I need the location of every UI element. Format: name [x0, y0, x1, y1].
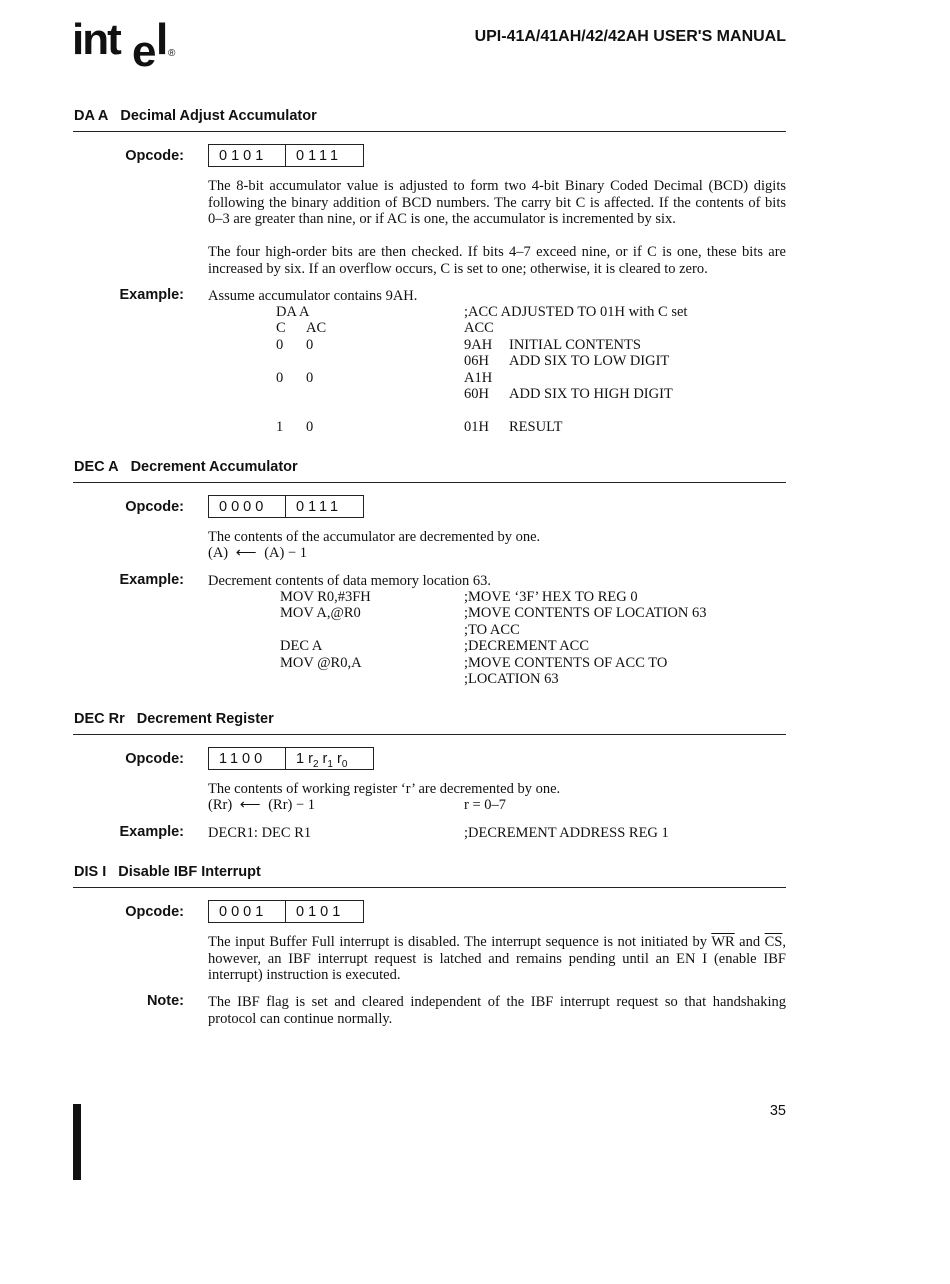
code-op: DEC A: [280, 638, 323, 654]
description-paragraph: [208, 934, 786, 984]
opcode-label: Opcode:: [125, 499, 184, 515]
table-cell-c: 0: [276, 370, 284, 386]
section-rule: [73, 734, 786, 735]
register-bit-index: 2: [312, 758, 319, 770]
note-text: The IBF flag is set and cleared independent of the IBF interrupt request so that handshaking protocol can continue normally.: [208, 994, 786, 1027]
description-text: , however, an IBF interrupt request is latched and remains pending until an EN I (enable IBF interrupt) instruction is executed.: [208, 934, 787, 983]
opcode-bit: 1: [296, 751, 305, 767]
register-bit-index: 0: [341, 758, 348, 770]
register-range: r = 0–7: [464, 797, 507, 813]
opcode-label: Opcode:: [125, 904, 184, 920]
example-comment: ;ACC ADJUSTED TO 01H with C set: [464, 304, 688, 320]
example-code: DA A: [276, 304, 310, 320]
opcode-box: [208, 144, 364, 168]
table-cell-acc: 60H: [464, 386, 489, 402]
section-heading-dec-a: [74, 459, 298, 475]
table-header-c: C: [276, 320, 286, 336]
manual-title: UPI-41A/41AH/42/42AH USER'S MANUAL: [474, 28, 786, 45]
table-cell-c: 0: [276, 337, 284, 353]
opcode-low-nibble: 0111: [286, 144, 364, 167]
mnemonic: DEC A: [74, 459, 119, 475]
table-cell-desc: ADD SIX TO HIGH DIGIT: [509, 386, 673, 402]
description-paragraph: The four high-order bits are then checked. If bits 4–7 exceed nine, or if C is one, these bits are increased by six. If an overflow occurs, C is set to one; otherwise, it is cleared to zero.: [208, 244, 786, 277]
mnemonic: DA A: [74, 108, 109, 124]
table-cell-c: 1: [276, 419, 284, 435]
example-label: Example:: [119, 572, 184, 588]
change-bar: [73, 1104, 81, 1180]
page-number: 35: [769, 1103, 786, 1119]
opcode-high-nibble: 0101: [208, 144, 286, 167]
example-label: Example:: [119, 824, 184, 840]
operation-formula: [208, 797, 315, 814]
intel-logo: [72, 14, 182, 70]
code-comment: ;LOCATION 63: [464, 671, 559, 687]
table-cell-acc: 9AH: [464, 337, 493, 353]
assign-arrow-icon: ⟵: [239, 797, 261, 813]
formula-right: (A) − 1: [264, 545, 307, 561]
table-cell-acc: 06H: [464, 353, 489, 369]
code-comment: ;MOVE CONTENTS OF LOCATION 63: [464, 605, 707, 621]
table-cell-acc: 01H: [464, 419, 489, 435]
instruction-name: Decimal Adjust Accumulator: [120, 108, 317, 124]
opcode-high-nibble: 0000: [208, 495, 286, 518]
svg-text:e: e: [132, 27, 157, 70]
opcode-label: Opcode:: [125, 148, 184, 164]
register-bit-index: 1: [327, 758, 333, 770]
opcode-box: [208, 900, 364, 924]
instruction-name: Disable IBF Interrupt: [118, 864, 261, 880]
svg-text:l: l: [156, 15, 169, 64]
description-paragraph: The contents of the accumulator are decremented by one.: [208, 529, 541, 545]
code-comment: ;MOVE CONTENTS OF ACC TO: [464, 655, 668, 671]
formula-left: (Rr): [208, 797, 233, 813]
note-label: Note:: [146, 993, 184, 1009]
opcode-low-nibble: [286, 747, 374, 770]
formula-right: (Rr) − 1: [268, 797, 316, 813]
code-comment: ;TO ACC: [464, 622, 520, 638]
table-cell-ac: 0: [306, 419, 314, 435]
example-comment: ;DECREMENT ADDRESS REG 1: [464, 825, 669, 841]
example-code: DECR1: DEC R1: [208, 825, 312, 841]
description-paragraph: The 8-bit accumulator value is adjusted to form two 4-bit Binary Coded Decimal (BCD) digits following the binary addition of BCD numbers. The carry bit C is affected. If the contents of bits 0–3 are greater than nine, or if AC is one, the accumulator is incremented by six.: [208, 178, 786, 227]
opcode-label: Opcode:: [125, 751, 184, 767]
register-bit-letter: r: [336, 751, 342, 767]
section-heading-da-a: [74, 108, 317, 124]
svg-text:int: int: [72, 15, 120, 64]
code-op: MOV A,@R0: [280, 605, 361, 621]
mnemonic: DIS I: [74, 864, 107, 880]
code-comment: ;MOVE ‘3F’ HEX TO REG 0: [464, 589, 638, 605]
example-intro: Decrement contents of data memory location 63.: [208, 573, 492, 589]
code-op: MOV @R0,A: [280, 655, 362, 671]
table-cell-acc: A1H: [464, 370, 493, 386]
instruction-name: Decrement Accumulator: [130, 459, 298, 475]
opcode-box: [208, 747, 374, 771]
opcode-box: [208, 495, 364, 519]
description-text: and: [734, 934, 765, 950]
instruction-name: Decrement Register: [136, 711, 274, 727]
section-rule: [73, 131, 786, 132]
table-header-ac: AC: [306, 320, 327, 336]
mnemonic: DEC Rr: [74, 711, 125, 727]
register-bit-letter: r: [322, 751, 328, 767]
signal-wr: $\overline{WR}$: [711, 934, 735, 950]
register-bit-letter: r: [308, 751, 313, 767]
table-cell-desc: RESULT: [509, 419, 563, 435]
table-cell-desc: INITIAL CONTENTS: [509, 337, 641, 353]
formula-left: (A): [208, 545, 229, 561]
opcode-high-nibble: 0001: [208, 900, 286, 923]
assign-arrow-icon: ⟵: [235, 545, 257, 561]
section-heading-dec-rr: [74, 711, 274, 727]
svg-text:®: ®: [168, 48, 176, 59]
table-cell-desc: ADD SIX TO LOW DIGIT: [509, 353, 670, 369]
table-cell-ac: 0: [306, 337, 314, 353]
code-op: MOV R0,#3FH: [280, 589, 371, 605]
example-intro: Assume accumulator contains 9AH.: [208, 288, 418, 304]
section-heading-dis-i: [74, 864, 261, 880]
opcode-low-nibble: 0101: [286, 900, 364, 923]
example-label: Example:: [119, 287, 184, 303]
table-header-acc: ACC: [464, 320, 494, 336]
description-text: The input Buffer Full interrupt is disabled. The interrupt sequence is not initiated by: [208, 934, 712, 950]
opcode-low-nibble: 0111: [286, 495, 364, 518]
opcode-high-nibble: 1100: [208, 747, 286, 770]
operation-formula: [208, 545, 307, 562]
table-cell-ac: 0: [306, 370, 314, 386]
section-rule: [73, 482, 786, 483]
signal-cs: $\overline{CS}$: [764, 934, 783, 950]
section-rule: [73, 887, 786, 888]
description-paragraph: The contents of working register ‘r’ are decremented by one.: [208, 781, 561, 797]
code-comment: ;DECREMENT ACC: [464, 638, 590, 654]
